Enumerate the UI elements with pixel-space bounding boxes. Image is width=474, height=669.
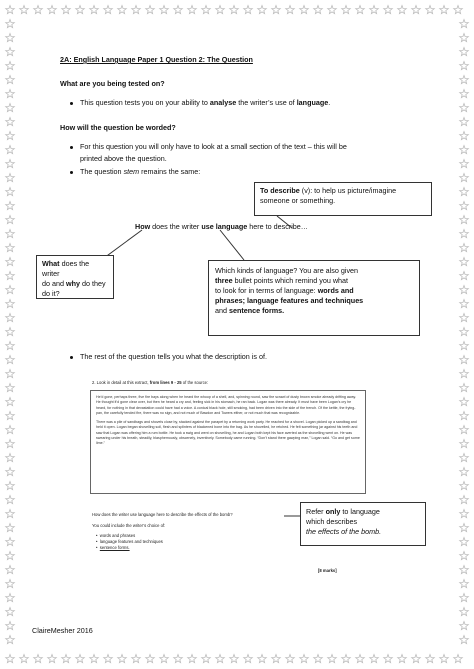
star-decoration — [460, 244, 469, 252]
star-decoration — [384, 655, 393, 663]
star-decoration — [460, 202, 469, 210]
star-decoration — [202, 655, 211, 663]
bullet-text: The question — [80, 167, 124, 176]
star-decoration — [460, 314, 469, 322]
what-line3: do it? — [42, 289, 60, 298]
star-decoration — [6, 356, 15, 364]
star-decoration — [188, 655, 197, 663]
star-decoration — [34, 6, 43, 14]
star-decoration — [6, 440, 15, 448]
star-decoration — [6, 454, 15, 462]
refer-italic: the effects of the bomb. — [306, 527, 382, 536]
star-decoration — [412, 655, 421, 663]
star-decoration — [76, 655, 85, 663]
star-decoration — [6, 34, 15, 42]
choice-item: • sentence forms. — [96, 545, 130, 550]
star-decoration — [6, 272, 15, 280]
kinds-bold-three: three — [215, 276, 233, 285]
definition-line2: someone or something. — [260, 196, 336, 205]
star-decoration — [6, 202, 15, 210]
star-decoration — [216, 655, 225, 663]
definition-text: (v): to help us picture/imagine — [299, 186, 397, 195]
star-decoration — [62, 6, 71, 14]
definition-term: To describe — [260, 186, 300, 195]
star-decoration — [460, 62, 469, 70]
star-decoration — [6, 160, 15, 168]
star-decoration — [118, 6, 127, 14]
star-decoration — [6, 622, 15, 630]
kinds-text: bullet points which remind you what — [232, 276, 349, 285]
star-decoration — [6, 258, 15, 266]
section-heading-tested: What are you being tested on? — [60, 79, 165, 88]
star-decoration — [62, 655, 71, 663]
star-decoration — [398, 655, 407, 663]
extract-paragraph-2: There was a pile of sandbags and shovels close by, stacked against the parapet by a returning work party. He reached for a shovel. Logan picked up a sandbag and held it open. Logan began shovelling soil, flesh and splinters of blackened bone into the bag. As he shovelled, he retched. He felt something jar against his teeth and saw that Logan was offering him a rum bottle. He took a swig and went on shovelling, he and Logan both kept his face averted as the shovelling went on. He was swearing under his breath, steadily, blasphemously, obscenely, inventively. Somebody came running. “Don’t stand there gawping man,” Logan said. “Go and get some lime.” — [96, 420, 360, 446]
bullet-bold-analyse: analyse — [209, 98, 237, 107]
star-decoration — [6, 608, 15, 616]
star-decoration — [460, 174, 469, 182]
star-decoration — [104, 6, 113, 14]
star-decoration — [460, 48, 469, 56]
star-decoration — [328, 655, 337, 663]
star-decoration — [6, 314, 15, 322]
kinds-line4: phrases; language features and techniques — [215, 296, 364, 305]
star-decoration — [132, 655, 141, 663]
star-decoration — [76, 6, 85, 14]
star-decoration — [356, 655, 365, 663]
stem-text: does the writer — [150, 222, 202, 231]
star-decoration — [460, 384, 469, 392]
kinds-bold: words and — [317, 286, 354, 295]
star-decoration — [202, 6, 211, 14]
star-decoration — [460, 608, 469, 616]
what-bold: What — [42, 259, 60, 268]
star-decoration — [440, 6, 449, 14]
star-decoration — [6, 48, 15, 56]
star-decoration — [412, 6, 421, 14]
kinds-line1: Which kinds of language? You are also given — [215, 266, 359, 275]
star-decoration — [6, 655, 15, 663]
star-decoration — [460, 580, 469, 588]
kinds-bold-sentence-forms: sentence forms. — [229, 306, 285, 315]
kinds-text: and — [215, 306, 229, 315]
star-decoration — [90, 6, 99, 14]
star-decoration — [460, 412, 469, 420]
star-decoration — [34, 655, 43, 663]
star-decoration — [244, 6, 253, 14]
star-decoration — [460, 636, 469, 644]
star-decoration — [6, 90, 15, 98]
star-decoration — [454, 6, 463, 14]
bullet-text: This question tests you on your ability to — [80, 98, 210, 107]
bullet-small-section-line2: printed above the question. — [80, 154, 167, 163]
refer-line2: which describes — [306, 517, 358, 526]
star-decoration — [6, 538, 15, 546]
star-decoration — [230, 655, 239, 663]
star-decoration — [6, 216, 15, 224]
star-decoration — [460, 552, 469, 560]
refer-bold-only: only — [325, 507, 341, 516]
star-decoration — [6, 384, 15, 392]
choice-text: words and phrases — [99, 533, 136, 538]
star-decoration — [6, 300, 15, 308]
star-decoration — [460, 524, 469, 532]
star-decoration — [398, 6, 407, 14]
star-decoration — [6, 62, 15, 70]
star-decoration — [174, 6, 183, 14]
star-decoration — [6, 230, 15, 238]
page-title: 2A: English Language Paper 1 Question 2: The Question — [60, 55, 253, 64]
star-decoration — [300, 655, 309, 663]
star-decoration — [460, 594, 469, 602]
star-decoration — [6, 188, 15, 196]
star-decoration — [460, 300, 469, 308]
star-decoration — [6, 482, 15, 490]
star-decoration — [160, 6, 169, 14]
star-decoration — [460, 370, 469, 378]
star-decoration — [6, 342, 15, 350]
star-decoration — [272, 655, 281, 663]
star-decoration — [460, 34, 469, 42]
star-decoration — [6, 580, 15, 588]
star-decoration — [460, 622, 469, 630]
star-decoration — [460, 482, 469, 490]
star-decoration — [6, 146, 15, 154]
star-decoration — [384, 6, 393, 14]
star-decoration — [216, 6, 225, 14]
star-decoration — [48, 655, 57, 663]
star-decoration — [460, 188, 469, 196]
choice-text: language features and techniques — [99, 539, 163, 544]
bullet-text: the writer’s use of — [236, 98, 297, 107]
star-decoration — [314, 6, 323, 14]
star-decoration — [230, 6, 239, 14]
refer-text: to language — [340, 507, 380, 516]
star-decoration — [460, 286, 469, 294]
kinds-text: to look for in terms of language: — [215, 286, 318, 295]
star-decoration — [146, 655, 155, 663]
star-decoration — [370, 655, 379, 663]
star-decoration — [460, 342, 469, 350]
star-decoration — [460, 496, 469, 504]
star-decoration — [6, 20, 15, 28]
bullet-rest-of-question: The rest of the question tells you what the description is of. — [80, 352, 267, 361]
bullet-bold-language: language — [296, 98, 329, 107]
bullet-text: . — [328, 98, 331, 107]
star-decoration — [6, 132, 15, 140]
star-decoration — [118, 655, 127, 663]
bullet-text: remains the same: — [139, 167, 201, 176]
star-decoration — [132, 6, 141, 14]
star-decoration — [6, 566, 15, 574]
star-decoration — [460, 538, 469, 546]
star-decoration — [6, 328, 15, 336]
star-decoration — [6, 468, 15, 476]
star-decoration — [356, 6, 365, 14]
stem-use-language: use language — [201, 222, 248, 231]
choice-item: • words and phrases — [96, 533, 136, 538]
refer-arrow — [22, 22, 452, 647]
star-decoration — [460, 328, 469, 336]
star-decoration — [460, 454, 469, 462]
instruction-lines: from lines 9 - 25 — [149, 380, 182, 385]
star-decoration — [272, 6, 281, 14]
what-text: do they — [79, 279, 106, 288]
star-decoration — [174, 655, 183, 663]
section-heading-worded: How will the question be worded? — [60, 123, 176, 132]
choice-text: sentence forms. — [99, 545, 130, 550]
star-decoration — [460, 272, 469, 280]
star-decoration — [342, 655, 351, 663]
star-decoration — [6, 398, 15, 406]
star-decoration — [6, 594, 15, 602]
star-decoration — [6, 510, 15, 518]
star-decoration — [6, 174, 15, 182]
star-decoration — [460, 510, 469, 518]
star-decoration — [370, 6, 379, 14]
star-decoration — [342, 6, 351, 14]
star-decoration — [6, 412, 15, 420]
star-decoration — [460, 146, 469, 154]
why-bold: why — [65, 279, 80, 288]
star-decoration — [460, 90, 469, 98]
star-decoration — [160, 655, 169, 663]
star-decoration — [48, 6, 57, 14]
star-decoration — [460, 216, 469, 224]
star-decoration — [460, 160, 469, 168]
instruction-text: 2. Look in detail at this extract, — [92, 380, 150, 385]
star-decoration — [454, 655, 463, 663]
bullet-small-section-line1: For this question you will only have to look at a small section of the text – this will be — [80, 142, 347, 151]
star-decoration — [6, 286, 15, 294]
star-decoration — [460, 104, 469, 112]
star-decoration — [20, 655, 29, 663]
star-decoration — [328, 6, 337, 14]
star-decoration — [104, 655, 113, 663]
star-decoration — [286, 655, 295, 663]
star-decoration — [6, 370, 15, 378]
extract-could-include: You could include the writer’s choice of: — [92, 523, 166, 528]
star-decoration — [460, 132, 469, 140]
star-decoration — [6, 426, 15, 434]
star-decoration — [460, 230, 469, 238]
star-decoration — [188, 6, 197, 14]
star-decoration — [6, 524, 15, 532]
footer-author: ClaireMesher 2016 — [32, 626, 93, 635]
choice-item: • language features and techniques — [96, 539, 163, 544]
star-decoration — [426, 655, 435, 663]
star-decoration — [460, 258, 469, 266]
what-text: do and — [42, 279, 66, 288]
star-decoration — [460, 440, 469, 448]
star-decoration — [146, 6, 155, 14]
star-decoration — [6, 552, 15, 560]
star-decoration — [460, 398, 469, 406]
star-decoration — [300, 6, 309, 14]
star-decoration — [6, 76, 15, 84]
star-decoration — [6, 496, 15, 504]
extract-paragraph-1: He’d gone, perhaps three, five fire bays along when he heard the whoop of a shell, and, spinning round, saw the scrawl of dusty brown smoke already drifting away. He thought it’d gone clear over, but then he heard a cry and, feeling sick in his stomach, he ran back. Logan was there already. It must have been Logan’s cry he heard, for nothing in that devastation could have had a voice. A conical black hole, still smoking, had been driven into the side of the trench. Of the kettle, the frying-pan, the carefully tended fire, there was no sign, and not much of Bawdon and Towers either, or not much that was recognizable. — [96, 395, 357, 415]
star-decoration — [460, 468, 469, 476]
star-decoration — [90, 655, 99, 663]
instruction-text: of the source: — [181, 380, 209, 385]
star-decoration — [460, 76, 469, 84]
refer-text: Refer — [306, 507, 326, 516]
extract-question: How does the writer use language here to describe the effects of the bomb? — [92, 512, 233, 517]
star-decoration — [460, 566, 469, 574]
stem-text: here to describe… — [247, 222, 308, 231]
star-decoration — [460, 356, 469, 364]
star-decoration — [258, 655, 267, 663]
star-decoration — [6, 104, 15, 112]
star-decoration — [426, 6, 435, 14]
star-decoration — [6, 6, 15, 14]
worksheet-page — [22, 22, 452, 647]
star-decoration — [460, 118, 469, 126]
star-decoration — [20, 6, 29, 14]
star-decoration — [258, 6, 267, 14]
star-decoration — [244, 655, 253, 663]
what-text: does the writer — [42, 259, 90, 278]
star-decoration — [314, 655, 323, 663]
star-decoration — [6, 636, 15, 644]
star-decoration — [460, 20, 469, 28]
star-decoration — [460, 426, 469, 434]
marks: [8 marks] — [318, 568, 337, 573]
bullet-italic-stem: stem — [123, 167, 140, 176]
star-decoration — [440, 655, 449, 663]
star-decoration — [6, 244, 15, 252]
stem-how: How — [135, 222, 151, 231]
star-decoration — [286, 6, 295, 14]
star-decoration — [6, 118, 15, 126]
